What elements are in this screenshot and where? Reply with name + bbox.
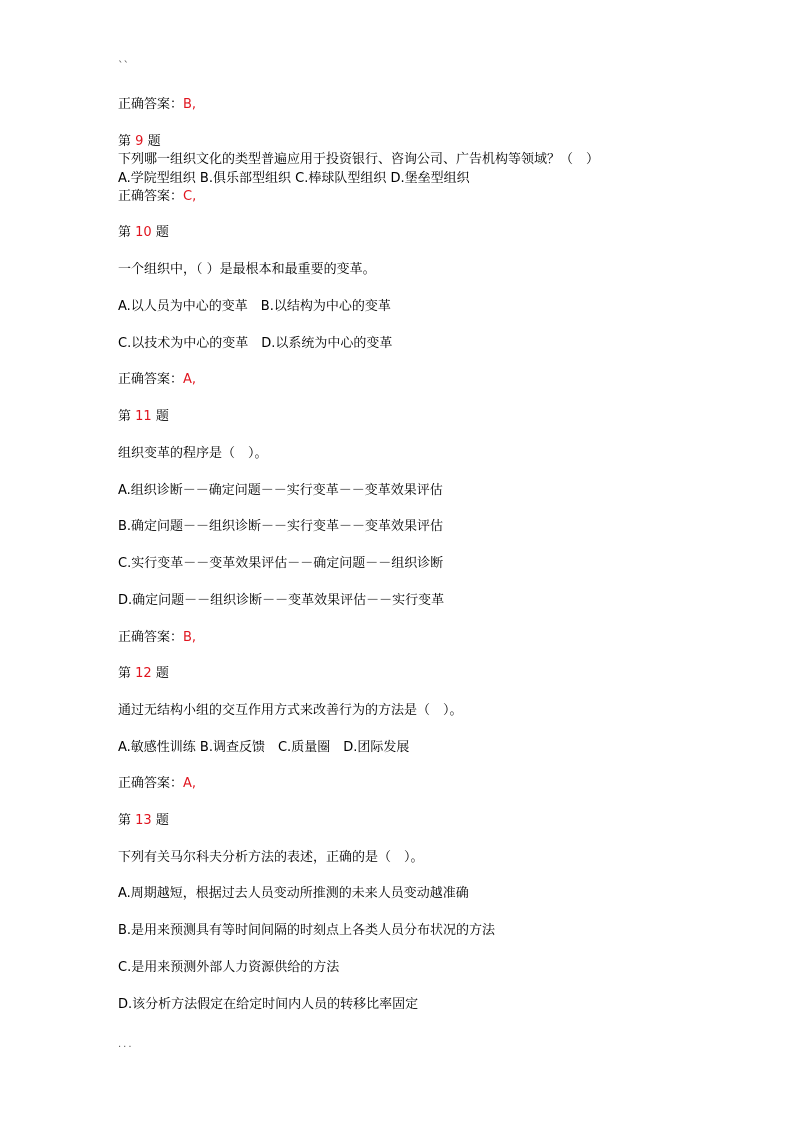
bottom-mark: ...: [118, 1039, 134, 1050]
answer-label: 正确答案：: [118, 189, 184, 204]
q11-option-d: D.确定问题－－组织诊断－－变革效果评估－－实行变革: [118, 593, 445, 608]
answer-label: 正确答案：: [118, 776, 184, 791]
question-number-prefix: 第: [118, 134, 132, 149]
question-number: 10: [135, 225, 152, 240]
q10-number: [118, 225, 169, 241]
question-number-suffix: 题: [155, 813, 169, 828]
q9-answer-line: [118, 189, 196, 205]
question-number: 13: [135, 813, 152, 828]
question-number-prefix: 第: [118, 666, 132, 681]
q13-option-c: C.是用来预测外部人力资源供给的方法: [118, 960, 340, 975]
question-number: 9: [135, 134, 144, 149]
question-number: 11: [135, 409, 152, 424]
q13-number: [118, 813, 169, 829]
answer-value: B,: [183, 97, 197, 112]
question-number-prefix: 第: [118, 813, 132, 828]
question-number-prefix: 第: [118, 225, 132, 240]
q11-number: [118, 409, 169, 425]
q11-option-c: C.实行变革－－变革效果评估－－确定问题－－组织诊断: [118, 556, 444, 571]
q10-stem: 一个组织中，（ ）是最根本和最重要的变革。: [118, 262, 376, 277]
question-number-suffix: 题: [155, 666, 169, 681]
q13-stem: 下列有关马尔科夫分析方法的表述，正确的是（ ）。: [118, 850, 424, 865]
top-mark: ``: [118, 59, 129, 72]
question-number: 12: [135, 666, 152, 681]
answer-value: C,: [183, 189, 197, 204]
q8-answer-line: [118, 97, 196, 113]
q11-answer-line: [118, 630, 196, 646]
q9-stem: 下列哪一组织文化的类型普遍应用于投资银行、咨询公司、广告机构等领域？（ ）: [118, 152, 600, 167]
question-number-suffix: 题: [155, 409, 169, 424]
q11-option-b: B.确定问题－－组织诊断－－实行变革－－变革效果评估: [118, 519, 444, 534]
q13-option-d: D.该分析方法假定在给定时间内人员的转移比率固定: [118, 997, 419, 1012]
q12-answer-line: [118, 776, 196, 792]
question-number-prefix: 第: [118, 409, 132, 424]
q10-options-line1: A.以人员为中心的变革 B.以结构为中心的变革: [118, 299, 391, 314]
q12-options: A.敏感性训练 B.调查反馈 C.质量圈 D.团际发展: [118, 740, 410, 755]
question-number-suffix: 题: [147, 134, 161, 149]
q12-stem: 通过无结构小组的交互作用方式来改善行为的方法是（ ）。: [118, 703, 463, 718]
q9-number: [118, 134, 161, 150]
q13-option-b: B.是用来预测具有等时间间隔的时刻点上各类人员分布状况的方法: [118, 923, 496, 938]
answer-value: B,: [183, 630, 197, 645]
answer-value: A,: [183, 776, 197, 791]
question-number-suffix: 题: [155, 225, 169, 240]
answer-label: 正确答案：: [118, 97, 184, 112]
q10-options-line2: C.以技术为中心的变革 D.以系统为中心的变革: [118, 336, 393, 351]
q11-stem: 组织变革的程序是（ ）。: [118, 446, 268, 461]
q9-options: A.学院型组织 B.俱乐部型组织 C.棒球队型组织 D.堡垒型组织: [118, 171, 470, 186]
q11-option-a: A.组织诊断－－确定问题－－实行变革－－变革效果评估: [118, 483, 443, 498]
answer-value: A,: [183, 372, 197, 387]
answer-label: 正确答案：: [118, 372, 184, 387]
q13-option-a: A.周期越短，根据过去人员变动所推测的未来人员变动越准确: [118, 886, 469, 901]
q12-number: [118, 666, 169, 682]
answer-label: 正确答案：: [118, 630, 184, 645]
q10-answer-line: [118, 372, 196, 388]
